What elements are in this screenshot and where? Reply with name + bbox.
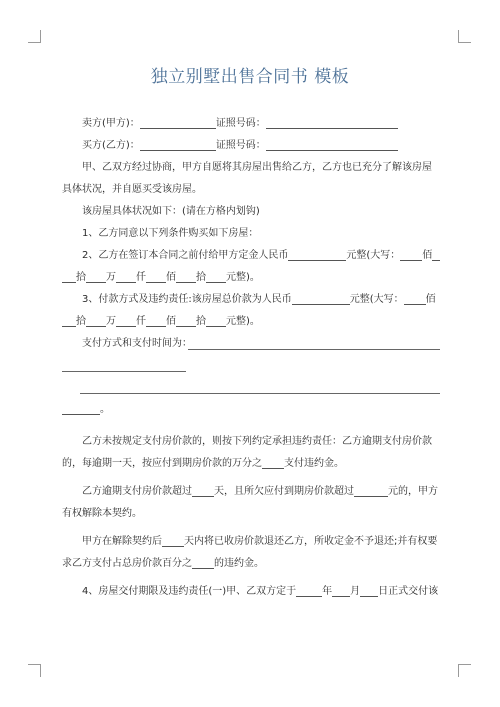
buyer-id-label: 证照号码： (215, 140, 266, 151)
payment-blank-line-4 (62, 399, 440, 421)
unit-yuan-end: 元整)。 (226, 272, 260, 283)
buyer-line (62, 135, 440, 157)
period-mark: 。 (100, 404, 110, 415)
crop-mark-top-left (28, 30, 41, 43)
seller-id-blank[interactable] (266, 116, 398, 129)
refund-line-2 (62, 553, 440, 575)
deposit-qian-blank[interactable] (116, 270, 136, 283)
deposit-yuan-blank[interactable] (206, 270, 226, 283)
payment-blank-line-3 (62, 377, 440, 399)
unit-shi: 拾 (76, 272, 86, 283)
termination-line-2: 有权解除本契约。 (62, 508, 142, 519)
payment-method-blank-3[interactable] (80, 393, 440, 394)
deposit-bai-blank[interactable] (400, 248, 422, 261)
deposit-lead-blank[interactable] (62, 270, 76, 283)
seller-line (62, 113, 440, 135)
contract-body (62, 113, 440, 603)
deposit-bai2-blank[interactable] (146, 270, 166, 283)
total-yuan-blank[interactable] (206, 314, 226, 327)
deposit-amount-blank[interactable] (288, 248, 346, 261)
clause-3-line-1 (62, 289, 440, 311)
unit-bai: 佰 (422, 250, 433, 261)
seller-id-label: 证照号码： (215, 118, 266, 129)
year-label: 年 (322, 586, 333, 597)
crop-mark-bottom-left (28, 664, 41, 677)
breach-rate-text: 的，每逾期一天，按应付到期房价款的万分之 (62, 458, 262, 469)
buyer-name-blank[interactable] (140, 138, 216, 151)
deposit-wan-blank[interactable] (86, 270, 106, 283)
termination-line-1 (62, 481, 440, 503)
clause-4-line-1 (62, 581, 440, 603)
clause-2-uppercase-label: 元整(大写： (346, 250, 401, 261)
unit-bai: 佰 (425, 294, 436, 305)
buyer-id-blank[interactable] (266, 138, 398, 151)
payment-method-blank-4[interactable] (62, 402, 100, 415)
spacer (62, 421, 440, 431)
breach-rate-suffix: 支付违约金。 (284, 458, 344, 469)
refund-percent-suffix: 的违约金。 (214, 558, 264, 569)
total-qian-blank[interactable] (116, 314, 136, 327)
agreement-line-1: 甲、乙双方经过协商，甲方自愿将其房屋出售给乙方，乙方也已充分了解该房屋 (82, 162, 432, 173)
buyer-label: 买方(乙方)： (82, 140, 140, 151)
total-bai2-blank[interactable] (146, 314, 166, 327)
unit-qian: 仟 (136, 316, 146, 327)
unit-bai: 佰 (166, 316, 176, 327)
unit-bai: 佰 (166, 272, 176, 283)
agreement-line-2: 具体状况，并自愿买受该房屋。 (62, 184, 202, 195)
overdue-days-blank[interactable] (192, 484, 214, 497)
breach-line-2 (62, 453, 440, 475)
document-title: 独立别墅出售合同书 模板 (150, 67, 350, 87)
crop-mark-bottom-right (458, 664, 471, 677)
refund-days-blank[interactable] (162, 534, 184, 547)
payment-method-label: 支付方式和支付时间为： (82, 338, 192, 349)
total-bai-blank[interactable] (404, 292, 426, 305)
clause-3-uppercase-label: 元整(大写： (349, 294, 404, 305)
clause-1: 1、乙方同意以下列条件购买如下房屋： (82, 228, 259, 239)
crop-mark-top-right (458, 30, 471, 43)
total-shi-blank[interactable] (176, 314, 196, 327)
clause-2-line-2 (62, 267, 440, 289)
termination-text-a: 乙方逾期支付房价款超过 (82, 486, 192, 497)
seller-label: 卖方(甲方)： (82, 118, 140, 129)
clause-3-line-2 (62, 311, 440, 333)
overdue-amount-blank[interactable] (354, 484, 388, 497)
payment-method-blank-2[interactable] (62, 371, 186, 372)
payment-blank-line-2 (62, 355, 440, 377)
total-wan-blank[interactable] (86, 314, 106, 327)
unit-wan: 万 (106, 316, 116, 327)
unit-wan: 万 (106, 272, 116, 283)
seller-name-blank[interactable] (140, 116, 216, 129)
deposit-extra-blank[interactable] (432, 248, 440, 261)
unit-shi: 拾 (196, 272, 206, 283)
penalty-rate-blank[interactable] (262, 456, 284, 469)
clause-3-text: 3、付款方式及违约责任:该房屋总价款为人民币 (82, 294, 292, 305)
month-label: 月 (350, 586, 361, 597)
breach-line-1: 乙方未按规定支付房价款的，则按下列约定承担违约责任：乙方逾期支付房价款 (82, 436, 432, 447)
unit-qian: 仟 (136, 272, 146, 283)
delivery-month-blank[interactable] (332, 584, 350, 597)
clause-2-line-1 (62, 245, 440, 267)
delivery-day-blank[interactable] (360, 584, 378, 597)
penalty-percent-blank[interactable] (192, 556, 214, 569)
payment-method-line (62, 333, 440, 355)
refund-percent-text: 求乙方支付占总房价款百分之 (62, 558, 192, 569)
clause-4-text: 4、房屋交付期限及违约责任(一)甲、乙双方定于 (82, 586, 297, 597)
refund-text-b: 天内将已收房价款退还乙方，所收定金不予退还;并有权要 (184, 536, 438, 547)
total-lead-blank[interactable] (62, 314, 76, 327)
house-condition-line: 该房屋具体状况如下：(请在方格内划钩) (82, 206, 260, 217)
deposit-shi-blank[interactable] (176, 270, 196, 283)
clause-4-suffix: 日正式交付该 (378, 586, 439, 597)
refund-text-a: 甲方在解除契约后 (82, 536, 162, 547)
unit-yuan-end: 元整)。 (226, 316, 260, 327)
total-price-blank[interactable] (292, 292, 350, 305)
clause-2-text: 2、乙方在签订本合同之前付给甲方定金人民币 (82, 250, 289, 261)
termination-text-c: 元的，甲方 (388, 486, 438, 497)
unit-shi: 拾 (196, 316, 206, 327)
payment-method-blank[interactable] (188, 349, 440, 350)
termination-text-b: 天，且所欠应付到期房价款超过 (214, 486, 354, 497)
refund-line-1 (62, 531, 440, 553)
delivery-year-blank[interactable] (296, 584, 322, 597)
unit-shi: 拾 (76, 316, 86, 327)
